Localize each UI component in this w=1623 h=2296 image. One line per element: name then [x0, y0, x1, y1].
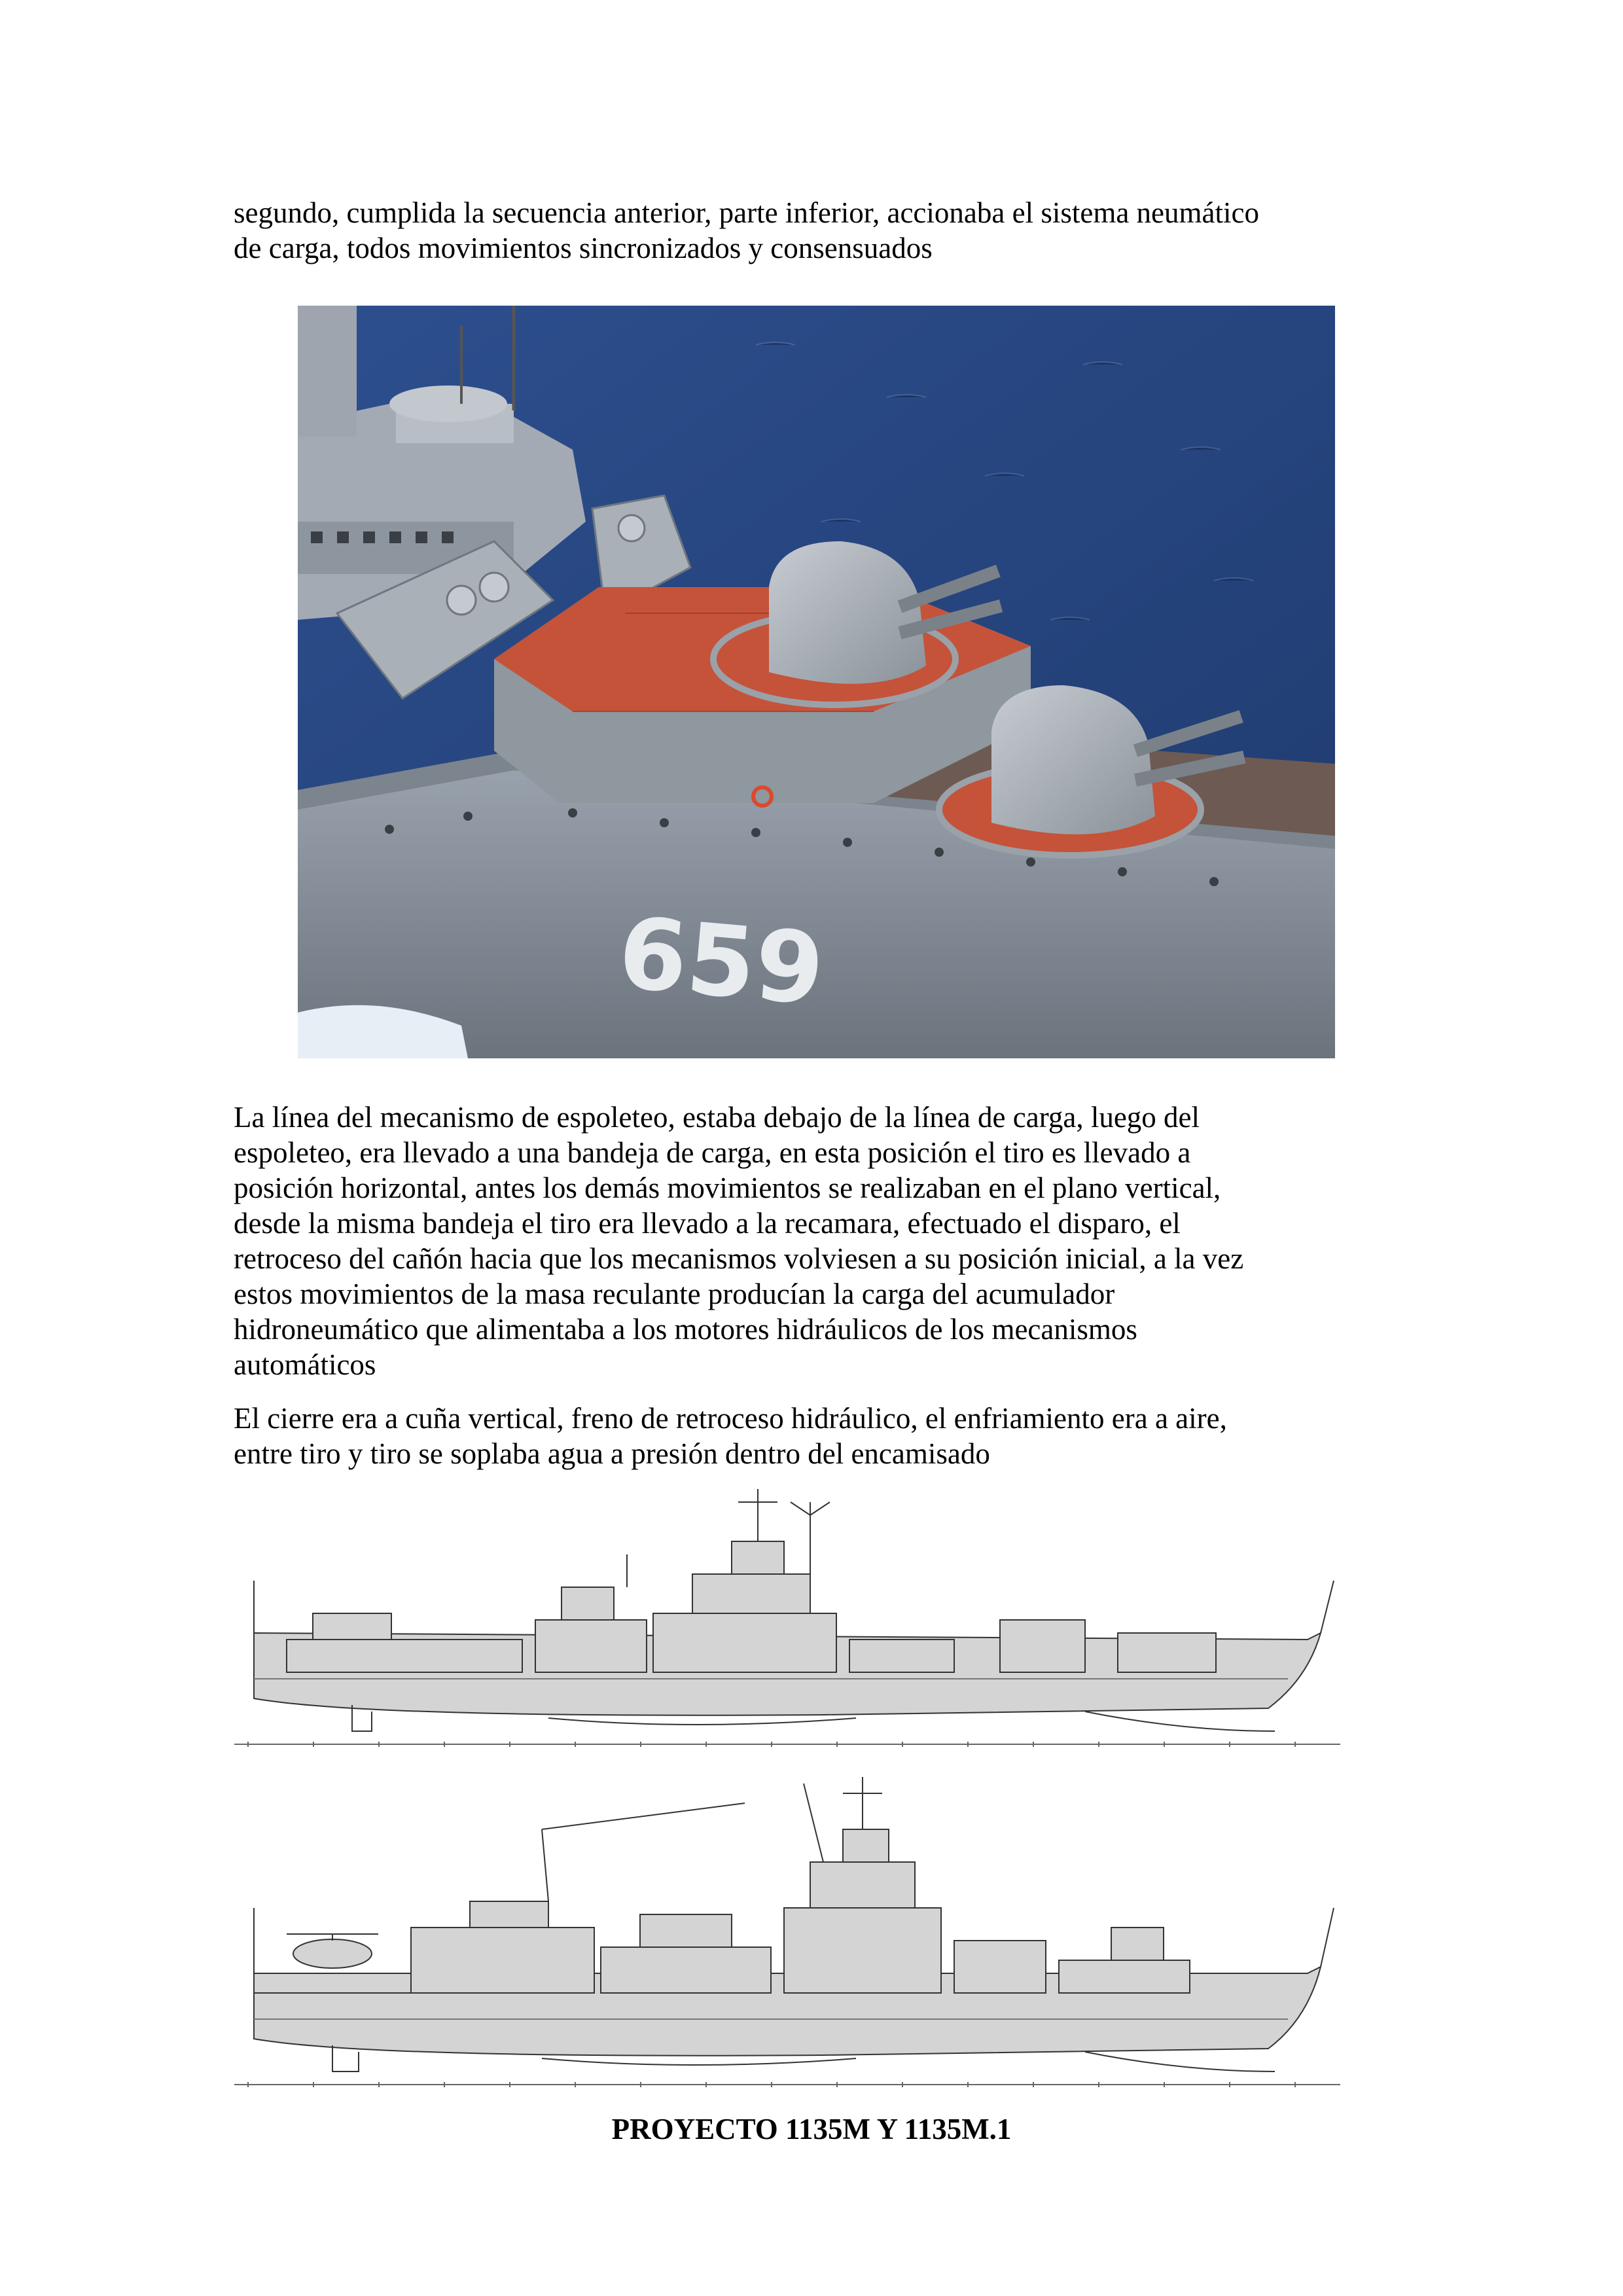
paragraph-breech [234, 1401, 1399, 1471]
text-line: automáticos [234, 1348, 376, 1381]
text-line: desde la misma bandeja el tiro era llevado a la recamara, efectuado el disparo, el [234, 1207, 1181, 1240]
paragraph-intro [234, 195, 1399, 266]
hull-number: 659 [614, 896, 829, 1028]
text-line: El cierre era a cuña vertical, freno de retroceso hidráulico, el enfriamiento era a aire, [234, 1402, 1227, 1435]
text-line: posición horizontal, antes los demás movimientos se realizaban en el plano vertical, [234, 1172, 1221, 1204]
ship-profile-drawing-2 [234, 1777, 1340, 2094]
paragraph-mechanism [234, 1100, 1399, 1382]
text-line: hidroneumático que alimentaba a los motores hidráulicos de los mecanismos [234, 1313, 1137, 1346]
text-line: estos movimientos de la masa reculante producían la carga del acumulador [234, 1278, 1115, 1310]
ship-profile-drawing-1 [234, 1482, 1340, 1757]
text-line: entre tiro y tiro se soplaba agua a presión dentro del encamisado [234, 1437, 990, 1470]
text-line: retroceso del cañón hacia que los mecanismos volviesen a su posición inicial, a la vez [234, 1242, 1244, 1275]
text-line: segundo, cumplida la secuencia anterior, parte inferior, accionaba el sistema neumático [234, 196, 1259, 229]
figure-caption: PROYECTO 1135M Y 1135M.1 [611, 2113, 1012, 2145]
ship-gun-photo [298, 306, 1335, 1058]
text-line: espoleteo, era llevado a una bandeja de carga, en esta posición el tiro es llevado a [234, 1136, 1191, 1169]
text-line: de carga, todos movimientos sincronizados y consensuados [234, 232, 933, 264]
text-line: La línea del mecanismo de espoleteo, estaba debajo de la línea de carga, luego del [234, 1101, 1200, 1134]
